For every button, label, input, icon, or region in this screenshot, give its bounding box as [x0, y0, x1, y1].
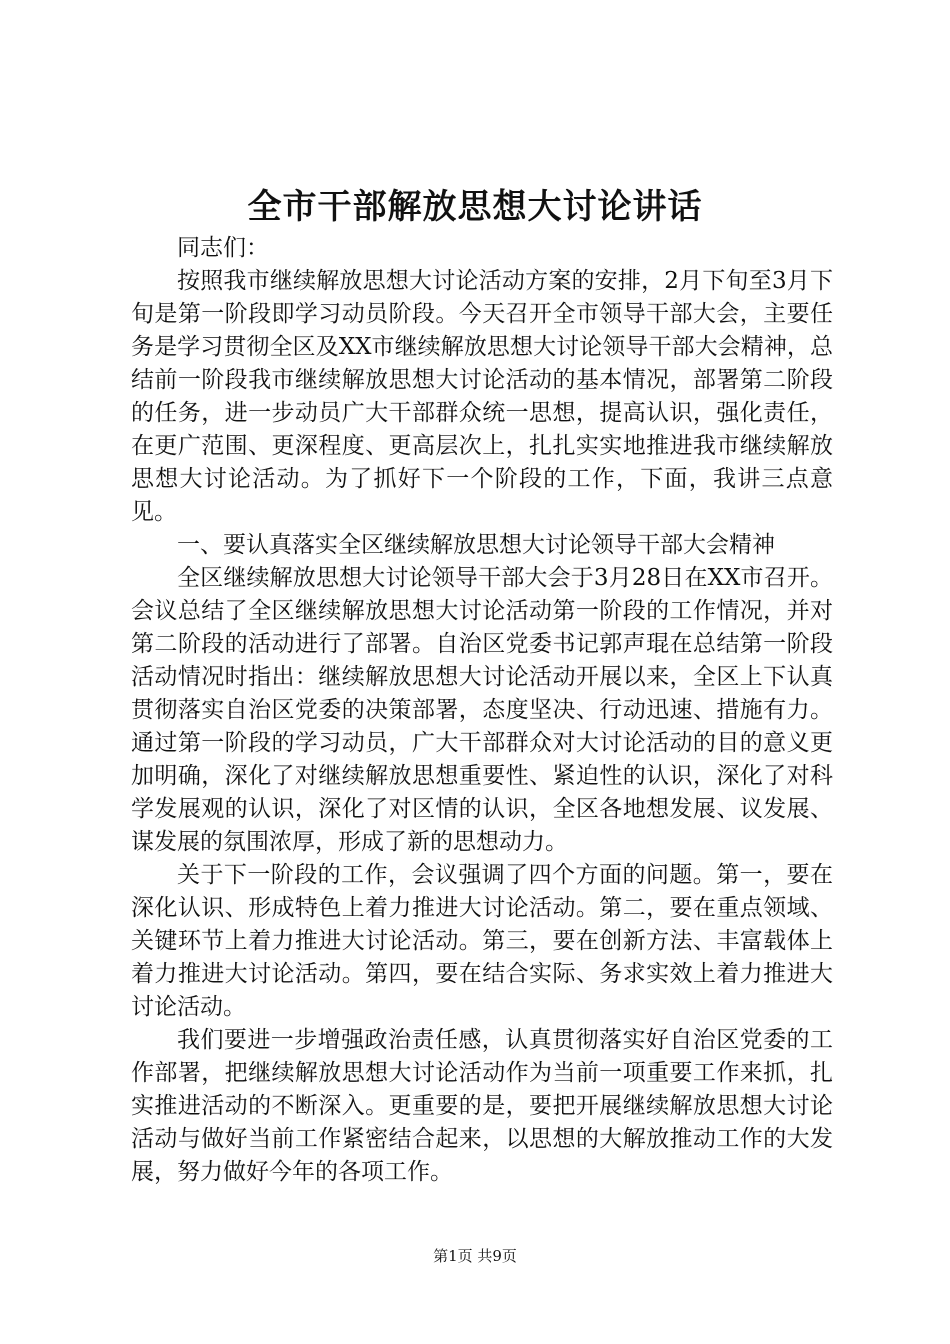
document-title: 全市干部解放思想大讨论讲话 [247, 187, 703, 227]
body-paragraph: 我们要进一步增强政治责任感，认真贯彻落实好自治区党委的工作部署，把继续解放思想大讨论活动作为当前一项重要工作来抓，扎实推进活动的不断深入。更重要的是，要把开展继续解放思想大讨论活动与做好当前工作紧密结合起来，以思想的大解放推动工作的大发展，努力做好今年的各项工作。 [131, 1027, 833, 1185]
document-body [131, 232, 833, 1189]
body-paragraph: 全区继续解放思想大讨论领导干部大会于3月28日在XX市召开。会议总结了全区继续解放思想大讨论活动第一阶段的工作情况，并对第二阶段的活动进行了部署。自治区党委书记郭声琨在总结第一阶段活动情况时指出：继续解放思想大讨论活动开展以来，全区上下认真贯彻落实自治区党委的决策部署，态度坚决、行动迅速、措施有力。通过第一阶段的学习动员，广大干部群众对大讨论活动的目的意义更加明确，深化了对继续解放思想重要性、紧迫性的认识，深化了对科学发展观的认识，深化了对区情的认识，全区各地想发展、议发展、谋发展的氛围浓厚，形成了新的思想动力。 [131, 565, 833, 855]
section-heading: 一、要认真落实全区继续解放思想大讨论领导干部大会精神 [177, 532, 775, 558]
intro-paragraph: 按照我市继续解放思想大讨论活动方案的安排，2月下旬至3月下旬是第一阶段即学习动员阶段。今天召开全市领导干部大会，主要任务是学习贯彻全区及XX市继续解放思想大讨论领导干部大会精神，总结前一阶段我市继续解放思想大讨论活动的基本情况，部署第二阶段的任务，进一步动员广大干部群众统一思想，提高认识，强化责任，在更广范围、更深程度、更高层次上，扎扎实实地推进我市继续解放思想大讨论活动。为了抓好下一个阶段的工作，下面，我讲三点意见。 [131, 268, 833, 525]
salutation-paragraph: 同志们： [177, 235, 269, 261]
body-paragraph: 关于下一阶段的工作，会议强调了四个方面的问题。第一，要在深化认识、形成特色上着力推进大讨论活动。第二，要在重点领域、关键环节上着力推进大讨论活动。第三，要在创新方法、丰富载体上着力推进大讨论活动。第四，要在结合实际、务求实效上着力推进大讨论活动。 [131, 862, 833, 1020]
page-footer: 第1页 共9页 [433, 1247, 517, 1265]
